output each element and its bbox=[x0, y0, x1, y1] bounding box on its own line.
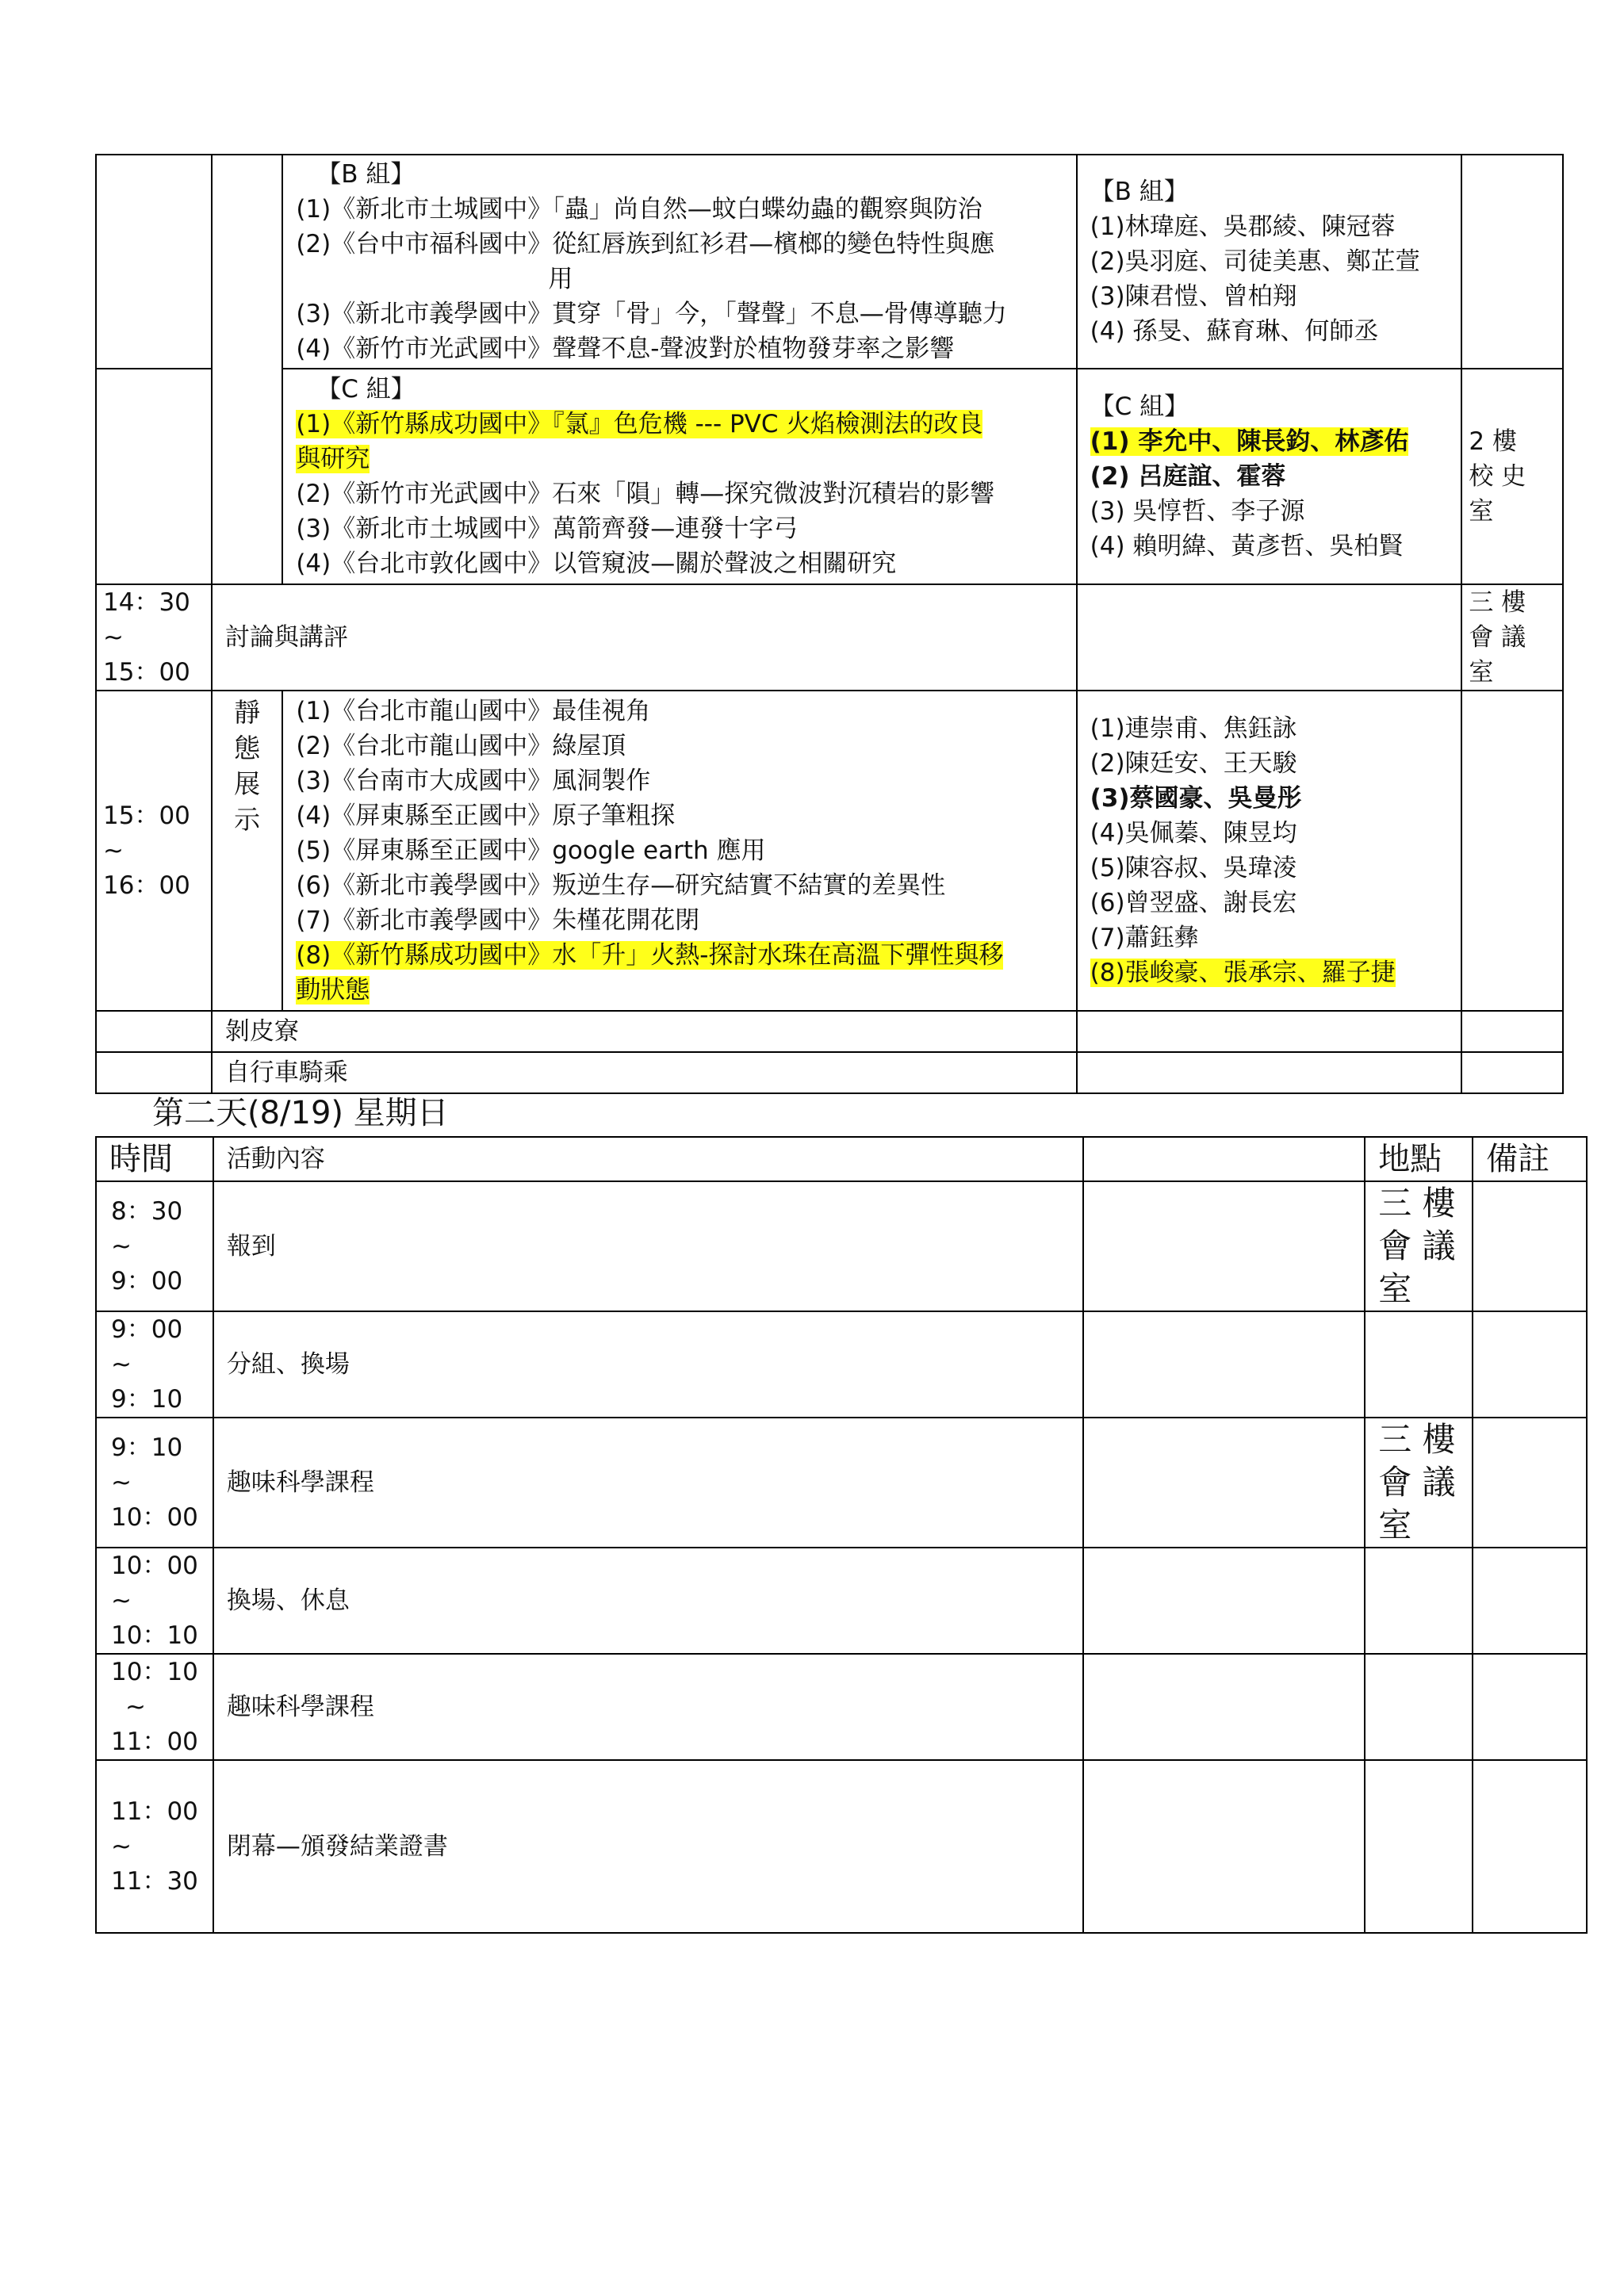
extra-row bbox=[96, 1011, 1563, 1052]
extra-row bbox=[96, 1052, 1563, 1093]
names-item: (1)連崇甫、焦鈺詠 bbox=[1090, 714, 1297, 743]
names-item: (4) 孫旻、蘇育琳、何師丞 bbox=[1090, 317, 1379, 346]
location-cell bbox=[1365, 1418, 1473, 1548]
project-item: (3)《新北市土城國中》萬箭齊發—連發十字弓 bbox=[296, 515, 799, 543]
empty-cell bbox=[1083, 1760, 1365, 1933]
location-line: 室 bbox=[1378, 1269, 1412, 1308]
time-tilde: ~ bbox=[111, 1832, 132, 1861]
time-end: 16：00 bbox=[103, 871, 190, 900]
activity-cell bbox=[212, 1011, 1077, 1052]
empty-cell bbox=[1083, 1181, 1365, 1311]
static-display-row bbox=[96, 691, 1563, 1011]
location-cell bbox=[1461, 155, 1563, 369]
note-cell bbox=[1473, 1311, 1587, 1418]
time-cell bbox=[96, 1181, 213, 1311]
time-tilde: ~ bbox=[111, 1586, 132, 1615]
time-end: 10：00 bbox=[111, 1503, 198, 1532]
project-item-wrap: 用 bbox=[548, 265, 573, 293]
header-location bbox=[1365, 1137, 1473, 1181]
time-start: 15：00 bbox=[103, 802, 190, 830]
discussion-row bbox=[96, 584, 1563, 691]
names-item: (3) 吳惇哲、李子源 bbox=[1090, 497, 1305, 526]
names-cell bbox=[1077, 1052, 1462, 1093]
project-item: (4)《新竹市光武國中》聲聲不息-聲波對於植物發芽率之影響 bbox=[296, 335, 955, 363]
location-cell bbox=[1365, 1311, 1473, 1418]
names-item: (2)吳羽庭、司徒美惠、鄭芷萱 bbox=[1090, 247, 1420, 276]
label-char: 態 bbox=[234, 733, 261, 763]
group-b-projects bbox=[282, 155, 1076, 369]
activity-text: 剝皮寮 bbox=[224, 1017, 299, 1046]
location-line: 會 議 bbox=[1378, 1226, 1456, 1265]
names-item: (6)曾翌盛、謝長宏 bbox=[1090, 889, 1297, 917]
activity-text: 分組、換場 bbox=[226, 1350, 350, 1379]
note-cell bbox=[1473, 1760, 1587, 1933]
time-end: 10：10 bbox=[111, 1621, 198, 1650]
static-display-label bbox=[212, 691, 282, 1011]
label-char: 靜 bbox=[234, 697, 261, 728]
schedule-row bbox=[96, 1181, 1587, 1311]
project-item: (3)《新北市義學國中》貫穿「骨」今，「聲聲」不息—骨傳導聽力 bbox=[296, 300, 1007, 328]
project-item: (6)《新北市義學國中》叛逆生存—研究結實不結實的差異性 bbox=[296, 871, 946, 900]
group-b-title: 【B 組】 bbox=[316, 160, 416, 189]
note-cell bbox=[1473, 1654, 1587, 1760]
names-item: (4)吳佩蓁、陳昱均 bbox=[1090, 819, 1297, 848]
time-start: 9：00 bbox=[111, 1315, 183, 1344]
time-cell bbox=[96, 1011, 212, 1052]
activity-text: 自行車騎乘 bbox=[224, 1058, 348, 1087]
schedule-row bbox=[96, 1418, 1587, 1548]
project-item-highlighted: (8)《新竹縣成功國中》水「升」火熱-探討水珠在高溫下彈性與移 bbox=[296, 941, 1004, 970]
time-tilde: ~ bbox=[125, 1693, 146, 1721]
time-cell bbox=[96, 1418, 213, 1548]
activity-cell bbox=[213, 1548, 1083, 1654]
label-char: 示 bbox=[234, 804, 261, 835]
note-cell bbox=[1473, 1548, 1587, 1654]
project-item: (2)《新竹市光武國中》石來「隕」轉—探究微波對沉積岩的影響 bbox=[296, 480, 995, 508]
schedule-row bbox=[96, 1760, 1587, 1933]
project-item-highlighted: (1)《新竹縣成功國中》『氯』色危機 --- PVC 火焰檢測法的改良 bbox=[296, 410, 983, 438]
header-note-text: 備註 bbox=[1486, 1141, 1550, 1177]
static-display-names bbox=[1077, 691, 1462, 1011]
activity-text: 討論與講評 bbox=[224, 623, 348, 652]
activity-cell bbox=[213, 1181, 1083, 1311]
names-item-highlighted: (1) 李允中、陳長鈞、林彥佑 bbox=[1090, 427, 1409, 456]
location-cell bbox=[1365, 1181, 1473, 1311]
header-activity-text: 活動內容 bbox=[226, 1145, 325, 1173]
day2-schedule-table bbox=[95, 1136, 1588, 1934]
location-line: 三 樓 bbox=[1469, 588, 1526, 617]
names-item: (4) 賴明緯、黃彥哲、吳柏賢 bbox=[1090, 532, 1404, 561]
location-cell bbox=[1365, 1654, 1473, 1760]
label-cell bbox=[212, 155, 282, 584]
schedule-row bbox=[96, 1311, 1587, 1418]
group-c-names-title: 【C 組】 bbox=[1090, 392, 1189, 421]
header-activity bbox=[213, 1137, 1083, 1181]
activity-text: 趣味科學課程 bbox=[226, 1468, 374, 1497]
project-item: (4)《台北市敦化國中》以管窺波—關於聲波之相關研究 bbox=[296, 549, 897, 578]
project-item: (7)《新北市義學國中》朱槿花開花閉 bbox=[296, 906, 700, 935]
project-item: (2)《台北市龍山國中》綠屋頂 bbox=[296, 732, 626, 760]
names-item: (3)蔡國豪、吳曼彤 bbox=[1090, 784, 1302, 813]
location-line: 會 議 bbox=[1469, 623, 1526, 652]
location-cell bbox=[1461, 1052, 1563, 1093]
time-cell bbox=[96, 1311, 213, 1418]
group-b-names bbox=[1077, 155, 1462, 369]
empty-cell bbox=[1083, 1548, 1365, 1654]
group-c-title: 【C 組】 bbox=[316, 375, 416, 404]
names-cell bbox=[1077, 584, 1462, 691]
time-start: 9：10 bbox=[111, 1433, 183, 1462]
static-display-projects bbox=[282, 691, 1076, 1011]
names-item: (2) 呂庭誼、霍蓉 bbox=[1090, 462, 1286, 491]
time-start: 14：30 bbox=[103, 588, 190, 617]
activity-text: 換場、休息 bbox=[226, 1586, 350, 1615]
group-b-row bbox=[96, 155, 1563, 369]
time-start: 11：00 bbox=[111, 1797, 198, 1826]
time-cell bbox=[96, 369, 212, 584]
time-end: 11：30 bbox=[111, 1867, 198, 1896]
time-tilde: ~ bbox=[103, 836, 124, 865]
header-time bbox=[96, 1137, 213, 1181]
location-cell bbox=[1461, 691, 1563, 1011]
activity-cell bbox=[213, 1760, 1083, 1933]
time-start: 10：00 bbox=[111, 1552, 198, 1580]
empty-cell bbox=[1083, 1418, 1365, 1548]
location-line: 三 樓 bbox=[1378, 1184, 1456, 1223]
time-tilde: ~ bbox=[103, 623, 124, 652]
group-c-names bbox=[1077, 369, 1462, 584]
location-cell bbox=[1461, 584, 1563, 691]
location-cell bbox=[1365, 1548, 1473, 1654]
label-char: 展 bbox=[234, 768, 261, 799]
time-cell bbox=[96, 1760, 213, 1933]
time-end: 11：00 bbox=[111, 1728, 198, 1756]
activity-cell bbox=[212, 1052, 1077, 1093]
activity-cell bbox=[212, 584, 1077, 691]
time-cell bbox=[96, 1052, 212, 1093]
group-b-names-title: 【B 組】 bbox=[1090, 178, 1189, 206]
time-cell bbox=[96, 691, 212, 1011]
time-cell bbox=[96, 1548, 213, 1654]
location-cell bbox=[1365, 1760, 1473, 1933]
location-line: 會 議 bbox=[1378, 1463, 1456, 1502]
time-cell bbox=[96, 1654, 213, 1760]
schedule-row bbox=[96, 1548, 1587, 1654]
time-start: 8：30 bbox=[111, 1197, 183, 1226]
time-cell bbox=[96, 155, 212, 369]
project-item: (5)《屏東縣至正國中》google earth 應用 bbox=[296, 836, 766, 865]
time-start: 10：10 bbox=[111, 1658, 198, 1686]
time-end: 15：00 bbox=[103, 658, 190, 687]
header-note bbox=[1473, 1137, 1587, 1181]
time-tilde: ~ bbox=[111, 1468, 132, 1497]
project-item-highlighted: 與研究 bbox=[296, 445, 370, 473]
location-line: 室 bbox=[1378, 1506, 1412, 1544]
empty-cell bbox=[1083, 1311, 1365, 1418]
project-item: (1)《台北市龍山國中》最佳視角 bbox=[296, 697, 651, 725]
activity-text: 閉幕—頒發結業證書 bbox=[226, 1832, 448, 1861]
names-item: (1)林瑋庭、吳郡綾、陳冠蓉 bbox=[1090, 212, 1396, 241]
location-cell bbox=[1461, 369, 1563, 584]
activity-text: 報到 bbox=[226, 1232, 276, 1261]
names-item-highlighted: (8)張峻豪、張承宗、羅子捷 bbox=[1090, 959, 1396, 987]
time-tilde: ~ bbox=[111, 1232, 132, 1261]
location-line: 室 bbox=[1469, 658, 1494, 687]
location-line: 三 樓 bbox=[1378, 1420, 1456, 1459]
note-cell bbox=[1473, 1181, 1587, 1311]
names-item: (3)陳君愷、曾柏翔 bbox=[1090, 282, 1297, 311]
activity-text: 趣味科學課程 bbox=[226, 1693, 374, 1721]
activity-cell bbox=[213, 1654, 1083, 1760]
names-item: (7)蕭鈺彝 bbox=[1090, 924, 1199, 952]
names-cell bbox=[1077, 1011, 1462, 1052]
names-item: (5)陳容叔、吳瑋淩 bbox=[1090, 854, 1297, 882]
header-location-text: 地點 bbox=[1378, 1141, 1442, 1177]
time-end: 9：00 bbox=[111, 1267, 183, 1295]
schedule-row bbox=[96, 1654, 1587, 1760]
header-row bbox=[96, 1137, 1587, 1181]
empty-cell bbox=[1083, 1654, 1365, 1760]
time-end: 9：10 bbox=[111, 1385, 183, 1414]
header-empty bbox=[1083, 1137, 1365, 1181]
day1-schedule-table bbox=[95, 154, 1564, 1094]
group-c-row bbox=[96, 369, 1563, 584]
project-item: (2)《台中市福科國中》從紅唇族到紅衫君—檳榔的變色特性與應 bbox=[296, 230, 995, 258]
names-item: (2)陳廷安、王天駿 bbox=[1090, 749, 1297, 778]
project-item: (3)《台南市大成國中》風洞製作 bbox=[296, 767, 651, 795]
day2-title: 第二天(8/19) 星期日 bbox=[152, 1095, 449, 1131]
location-line: 2 樓 bbox=[1469, 427, 1517, 456]
project-item-highlighted: 動狀態 bbox=[296, 976, 370, 1004]
group-c-projects bbox=[282, 369, 1076, 584]
activity-cell bbox=[213, 1311, 1083, 1418]
activity-cell bbox=[213, 1418, 1083, 1548]
project-item: (4)《屏東縣至正國中》原子筆粗探 bbox=[296, 802, 676, 830]
time-cell bbox=[96, 584, 212, 691]
location-cell bbox=[1461, 1011, 1563, 1052]
project-item: (1)《新北市土城國中》「蟲」尚自然—蚊白蝶幼蟲的觀察與防治 bbox=[296, 195, 982, 224]
time-tilde: ~ bbox=[111, 1350, 132, 1379]
location-line: 校 史 bbox=[1469, 462, 1526, 491]
note-cell bbox=[1473, 1418, 1587, 1548]
header-time-text: 時間 bbox=[109, 1141, 173, 1177]
location-line: 室 bbox=[1469, 497, 1494, 526]
